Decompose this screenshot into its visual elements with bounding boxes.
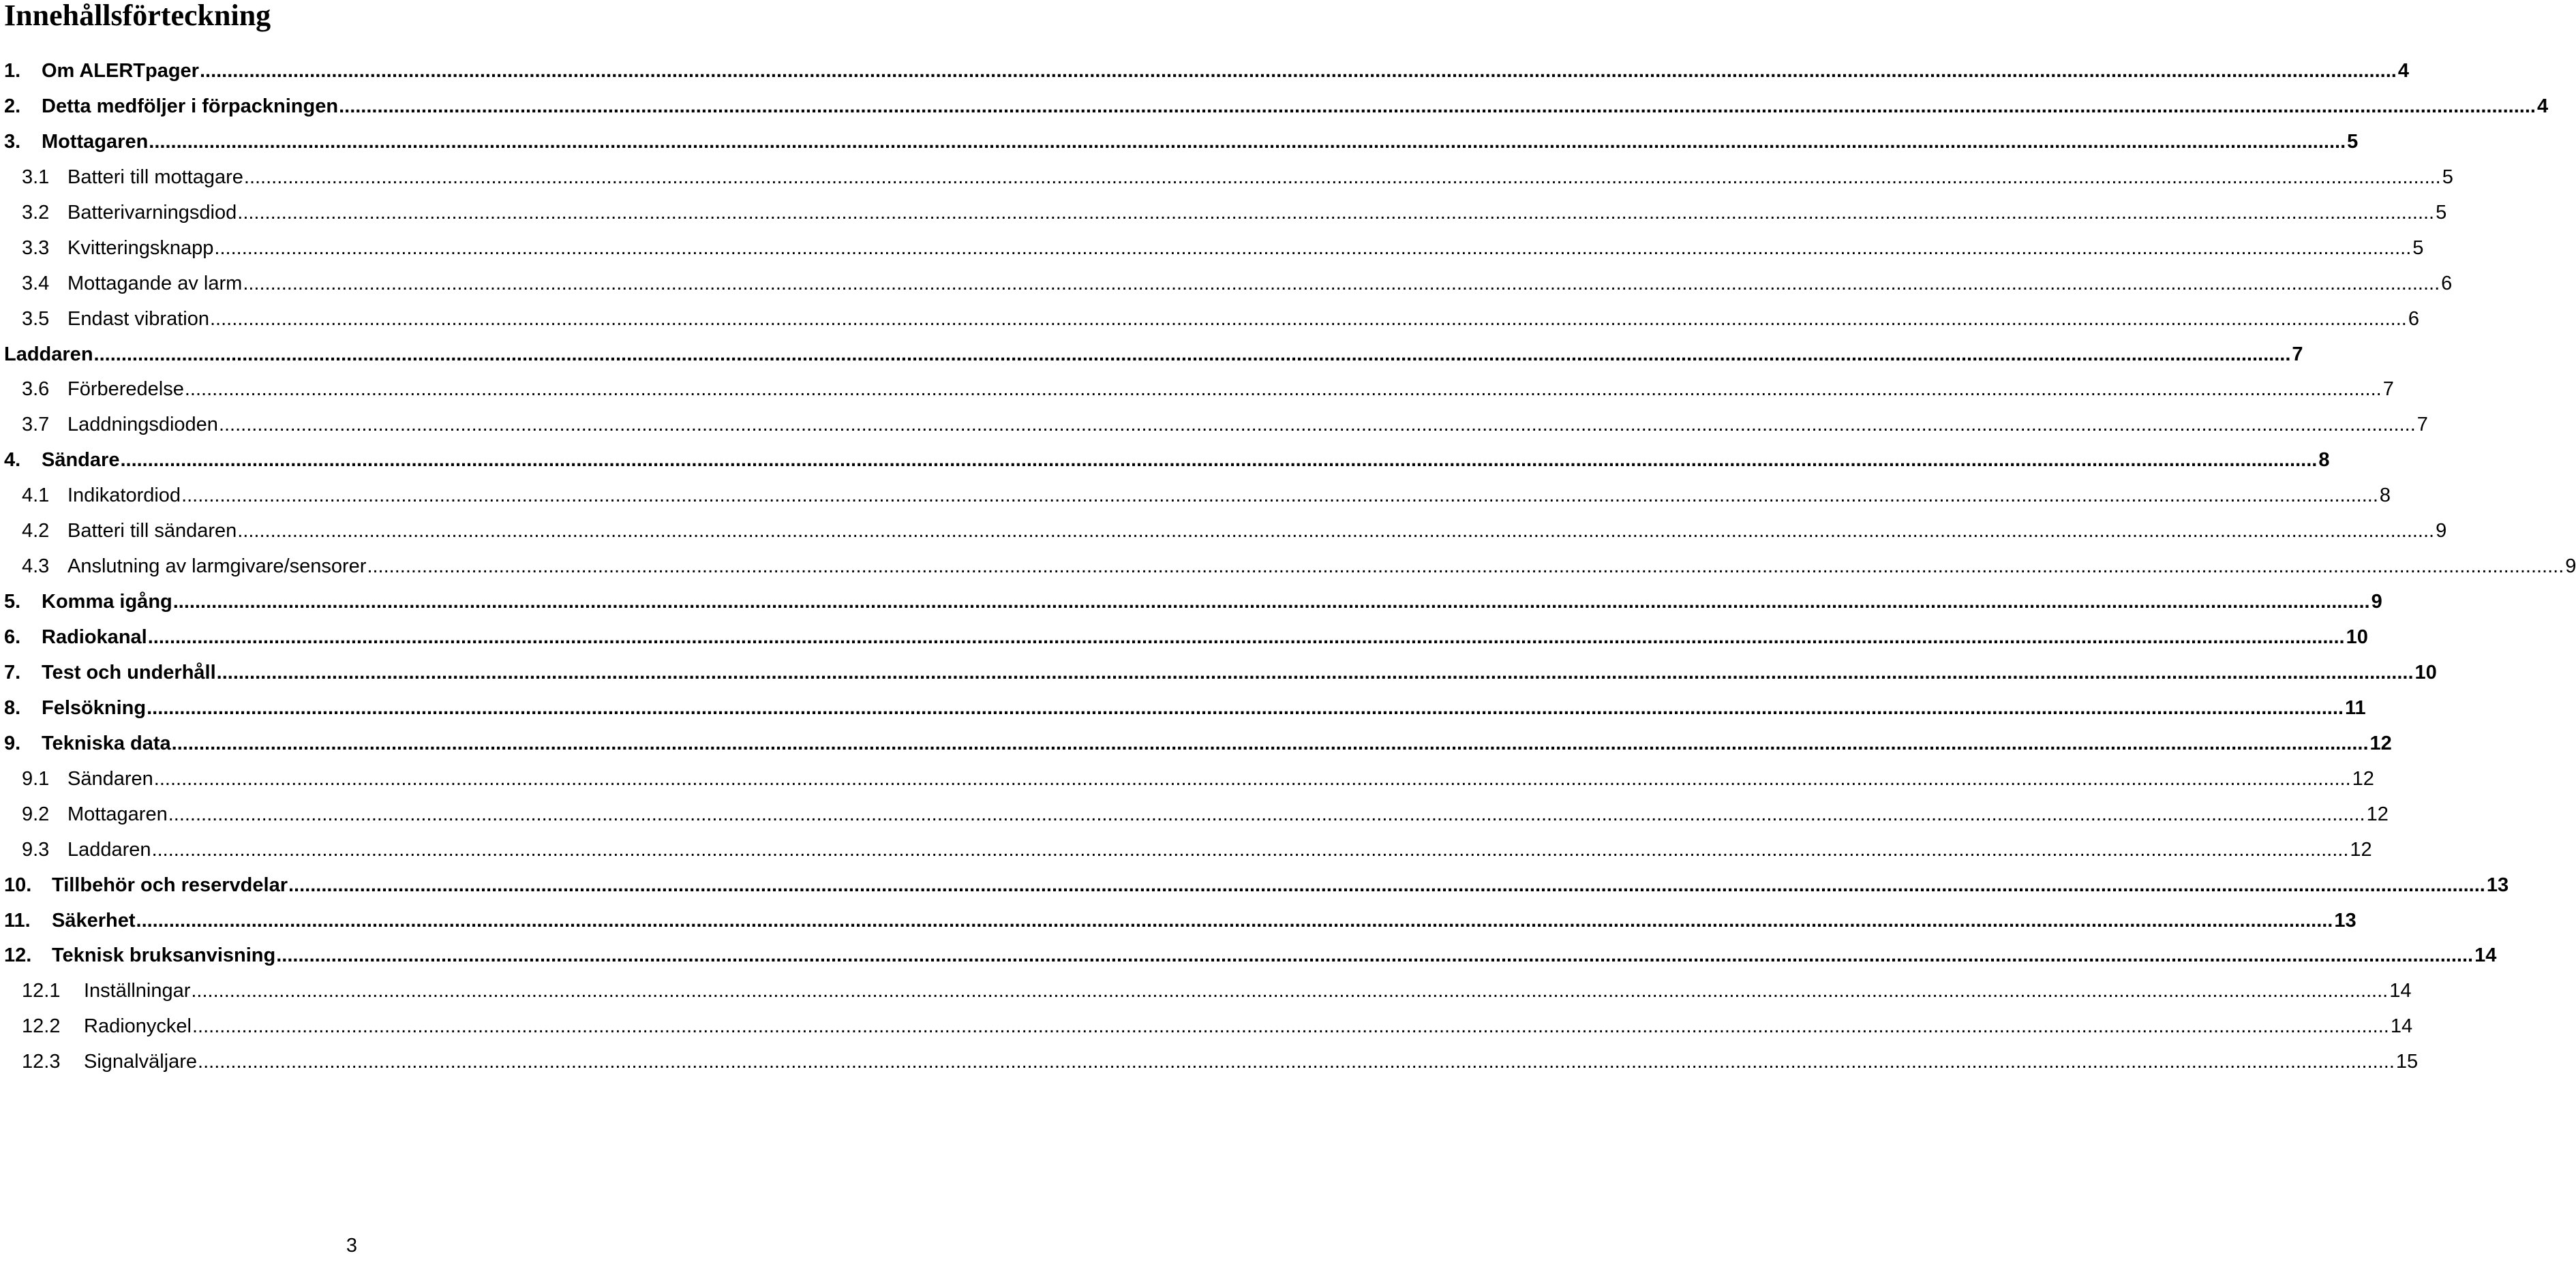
toc-entry[interactable] bbox=[0, 341, 2303, 376]
toc-entry-number: 4.1 bbox=[22, 484, 50, 507]
toc-dot-leader: ................................................................................................................................................................................................................................................................................................................................................................................................................ bbox=[168, 803, 2365, 825]
toc-entry-number: 3.1 bbox=[22, 166, 50, 188]
toc-entry-number: 8. bbox=[4, 696, 21, 719]
toc-entry[interactable] bbox=[0, 517, 2447, 553]
toc-entry-number: 12.1 bbox=[22, 980, 61, 1002]
toc-entry-title: Batteri till sändaren bbox=[67, 520, 237, 542]
toc-entry[interactable] bbox=[0, 270, 2453, 305]
toc-entry-title: Endast vibration bbox=[67, 307, 209, 330]
toc-entry-page: 5 bbox=[2347, 130, 2359, 153]
toc-entry[interactable] bbox=[0, 128, 2359, 164]
toc-entry-page: 5 bbox=[2412, 236, 2424, 259]
toc-dot-leader: ................................................................................................................................................................................................................................................................................................................................................................................................................ bbox=[199, 60, 2397, 82]
toc-entry-title: Batteri till mottagare bbox=[67, 166, 243, 188]
toc-entry-title: Laddningsdioden bbox=[67, 414, 218, 436]
toc-entry-page: 9 bbox=[2565, 555, 2576, 578]
toc-entry[interactable] bbox=[0, 624, 2368, 659]
toc-dot-leader: ................................................................................................................................................................................................................................................................................................................................................................................................................ bbox=[209, 307, 2407, 330]
toc-entry[interactable] bbox=[0, 836, 2372, 872]
toc-entry-page: 15 bbox=[2395, 1051, 2419, 1073]
toc-entry-page: 7 bbox=[2416, 414, 2428, 436]
toc-entry-title: Kvitteringsknapp bbox=[67, 236, 214, 259]
toc-entry[interactable] bbox=[0, 1048, 2419, 1083]
toc-entry[interactable] bbox=[0, 234, 2424, 270]
toc-dot-leader: ................................................................................................................................................................................................................................................................................................................................................................................................................ bbox=[243, 272, 2440, 294]
toc-dot-leader: ................................................................................................................................................................................................................................................................................................................................................................................................................ bbox=[120, 449, 2318, 472]
toc-entry-title: Tillbehör och reservdelar bbox=[52, 874, 288, 896]
toc-dot-leader: ................................................................................................................................................................................................................................................................................................................................................................................................................ bbox=[214, 236, 2412, 259]
toc-entry-title: Sändaren bbox=[67, 767, 153, 790]
toc-entry-number: 3.4 bbox=[22, 272, 50, 294]
toc-dot-leader: ................................................................................................................................................................................................................................................................................................................................................................................................................ bbox=[288, 874, 2485, 896]
toc-entry-number: 3.6 bbox=[22, 378, 50, 401]
toc-entry-page: 12 bbox=[2369, 732, 2392, 754]
toc-entry-title: Test och underhåll bbox=[42, 661, 216, 683]
toc-dot-leader: ................................................................................................................................................................................................................................................................................................................................................................................................................ bbox=[243, 166, 2441, 188]
toc-dot-leader: ................................................................................................................................................................................................................................................................................................................................................................................................................ bbox=[191, 980, 2389, 1002]
toc-entry-number: 3.3 bbox=[22, 236, 50, 259]
toc-entry-title: Signalväljare bbox=[84, 1051, 198, 1073]
toc-dot-leader: ................................................................................................................................................................................................................................................................................................................................................................................................................ bbox=[172, 591, 2370, 613]
toc-entry-page: 9 bbox=[2436, 520, 2447, 542]
toc-entry-page: 12 bbox=[2352, 767, 2374, 790]
toc-entry-number: 10. bbox=[4, 874, 32, 896]
toc-entry-number: 12. bbox=[4, 944, 32, 967]
toc-entry-title: Förberedelse bbox=[67, 378, 184, 401]
toc-entry-page: 12 bbox=[2350, 838, 2372, 861]
toc-entry-number: 3. bbox=[4, 130, 21, 153]
toc-dot-leader: ................................................................................................................................................................................................................................................................................................................................................................................................................ bbox=[147, 626, 2345, 648]
toc-entry-title: Radionyckel bbox=[84, 1015, 192, 1038]
toc-entry-page: 12 bbox=[2366, 803, 2389, 825]
toc-entry-number: 12.3 bbox=[22, 1051, 61, 1073]
toc-dot-leader: ................................................................................................................................................................................................................................................................................................................................................................................................................ bbox=[339, 95, 2536, 117]
toc-entry[interactable] bbox=[0, 305, 2419, 341]
toc-dot-leader: ................................................................................................................................................................................................................................................................................................................................................................................................................ bbox=[151, 838, 2349, 861]
toc-entry[interactable] bbox=[0, 659, 2437, 694]
toc-entry-title: Inställningar bbox=[84, 980, 191, 1002]
toc-entry-page: 11 bbox=[2344, 696, 2366, 719]
toc-entry-page: 14 bbox=[2474, 944, 2497, 967]
toc-entry-page: 7 bbox=[2382, 378, 2394, 401]
toc-dot-leader: ................................................................................................................................................................................................................................................................................................................................................................................................................ bbox=[367, 555, 2564, 578]
toc-entry-number: 7. bbox=[4, 661, 21, 683]
toc-entry-number: 1. bbox=[4, 60, 21, 82]
toc-dot-leader: ................................................................................................................................................................................................................................................................................................................................................................................................................ bbox=[216, 661, 2414, 683]
toc-entry[interactable] bbox=[0, 164, 2453, 199]
toc-entry-title: Säkerhet bbox=[52, 909, 136, 932]
toc-entry-number: 6. bbox=[4, 626, 21, 648]
toc-dot-leader: ................................................................................................................................................................................................................................................................................................................................................................................................................ bbox=[198, 1051, 2395, 1073]
toc-entry-page: 10 bbox=[2414, 661, 2437, 683]
toc-entry-number: 3.2 bbox=[22, 201, 50, 224]
toc-dot-leader: ................................................................................................................................................................................................................................................................................................................................................................................................................ bbox=[136, 909, 2333, 932]
toc-entry-title: Anslutning av larmgivare/sensorer bbox=[67, 555, 367, 578]
toc-entry-number: 4.2 bbox=[22, 520, 50, 542]
toc-dot-leader: ................................................................................................................................................................................................................................................................................................................................................................................................................ bbox=[93, 343, 2291, 365]
toc-entry-number: 3.5 bbox=[22, 307, 50, 330]
toc-dot-leader: ................................................................................................................................................................................................................................................................................................................................................................................................................ bbox=[237, 201, 2435, 224]
toc-entry-title: Mottagaren bbox=[67, 803, 168, 825]
toc-dot-leader: ................................................................................................................................................................................................................................................................................................................................................................................................................ bbox=[184, 378, 2382, 401]
toc-entry-title: Mottagande av larm bbox=[67, 272, 243, 294]
toc-entry-number: 9.2 bbox=[22, 803, 50, 825]
toc-entry[interactable] bbox=[0, 872, 2509, 907]
toc-entry-page: 9 bbox=[2371, 591, 2382, 613]
toc-entry-page: 5 bbox=[2436, 201, 2447, 224]
toc-entry[interactable] bbox=[0, 446, 2330, 482]
toc-entry[interactable] bbox=[0, 375, 2394, 411]
toc-entry-page: 4 bbox=[2397, 60, 2409, 82]
toc-entry-page: 8 bbox=[2318, 449, 2330, 472]
toc-entry-title: Laddaren bbox=[4, 343, 93, 365]
toc-entry-page: 10 bbox=[2346, 626, 2368, 648]
toc-entry-page: 4 bbox=[2536, 95, 2549, 117]
toc-entry[interactable] bbox=[0, 942, 2497, 977]
toc-heading: Innehållsförteckning bbox=[4, 0, 271, 32]
toc-dot-leader: ................................................................................................................................................................................................................................................................................................................................................................................................................ bbox=[147, 696, 2344, 719]
toc-entry-title: Detta medföljer i förpackningen bbox=[42, 95, 339, 117]
toc-dot-leader: ................................................................................................................................................................................................................................................................................................................................................................................................................ bbox=[171, 732, 2369, 754]
toc-entry[interactable] bbox=[0, 93, 2549, 128]
toc-entry[interactable] bbox=[0, 907, 2357, 942]
toc-entry[interactable] bbox=[0, 57, 2409, 93]
toc-entry-number: 9.1 bbox=[22, 767, 50, 790]
toc-entry-title: Tekniska data bbox=[42, 732, 171, 754]
toc-entry[interactable] bbox=[0, 553, 2576, 588]
toc-entry-page: 14 bbox=[2390, 1015, 2413, 1038]
toc-dot-leader: ................................................................................................................................................................................................................................................................................................................................................................................................................ bbox=[237, 520, 2435, 542]
toc-entry-title: Indikatordiod bbox=[67, 484, 181, 507]
toc-entry-title: Batterivarningsdiod bbox=[67, 201, 237, 224]
toc-entry[interactable] bbox=[0, 199, 2447, 234]
toc-dot-leader: ................................................................................................................................................................................................................................................................................................................................................................................................................ bbox=[276, 944, 2474, 967]
toc-entry-number: 4.3 bbox=[22, 555, 50, 578]
toc-entry-page: 8 bbox=[2379, 484, 2391, 507]
toc-entry-title: Felsökning bbox=[42, 696, 147, 719]
toc-dot-leader: ................................................................................................................................................................................................................................................................................................................................................................................................................ bbox=[192, 1015, 2389, 1038]
toc-entry[interactable] bbox=[0, 694, 2366, 730]
toc-entry[interactable] bbox=[0, 765, 2374, 801]
toc-dot-leader: ................................................................................................................................................................................................................................................................................................................................................................................................................ bbox=[153, 767, 2351, 790]
toc-entry-page: 6 bbox=[2408, 307, 2419, 330]
table-of-contents bbox=[0, 57, 2576, 1083]
toc-entry-page: 14 bbox=[2389, 980, 2412, 1002]
toc-entry-page: 13 bbox=[2334, 909, 2357, 932]
toc-entry-number: 11. bbox=[4, 909, 31, 932]
toc-entry-number: 4. bbox=[4, 449, 21, 472]
toc-entry[interactable] bbox=[0, 588, 2382, 624]
toc-entry-page: 13 bbox=[2486, 874, 2509, 896]
toc-entry[interactable] bbox=[0, 482, 2391, 517]
toc-entry-title: Sändare bbox=[42, 449, 120, 472]
toc-entry-number: 3.7 bbox=[22, 414, 50, 436]
toc-entry-title: Radiokanal bbox=[42, 626, 147, 648]
toc-entry[interactable] bbox=[0, 801, 2389, 836]
toc-entry-number: 9. bbox=[4, 732, 21, 754]
toc-entry-page: 5 bbox=[2442, 166, 2453, 188]
toc-entry-number: 9.3 bbox=[22, 838, 50, 861]
toc-entry[interactable] bbox=[0, 1013, 2413, 1048]
toc-dot-leader: ................................................................................................................................................................................................................................................................................................................................................................................................................ bbox=[149, 130, 2346, 153]
toc-dot-leader: ................................................................................................................................................................................................................................................................................................................................................................................................................ bbox=[181, 484, 2378, 507]
toc-entry-page: 6 bbox=[2441, 272, 2453, 294]
toc-entry-title: Komma igång bbox=[42, 591, 172, 613]
toc-entry-page: 7 bbox=[2292, 343, 2303, 365]
toc-entry[interactable] bbox=[0, 411, 2428, 446]
toc-entry-title: Om ALERTpager bbox=[42, 60, 199, 82]
toc-entry-number: 2. bbox=[4, 95, 21, 117]
page-number: 3 bbox=[346, 1235, 358, 1257]
toc-entry[interactable] bbox=[0, 730, 2392, 765]
toc-entry-title: Teknisk bruksanvisning bbox=[52, 944, 276, 967]
toc-dot-leader: ................................................................................................................................................................................................................................................................................................................................................................................................................ bbox=[218, 414, 2416, 436]
toc-entry-number: 12.2 bbox=[22, 1015, 61, 1038]
toc-entry-title: Mottagaren bbox=[42, 130, 149, 153]
toc-entry-title: Laddaren bbox=[67, 838, 151, 861]
toc-entry[interactable] bbox=[0, 977, 2412, 1013]
toc-entry-number: 5. bbox=[4, 591, 21, 613]
